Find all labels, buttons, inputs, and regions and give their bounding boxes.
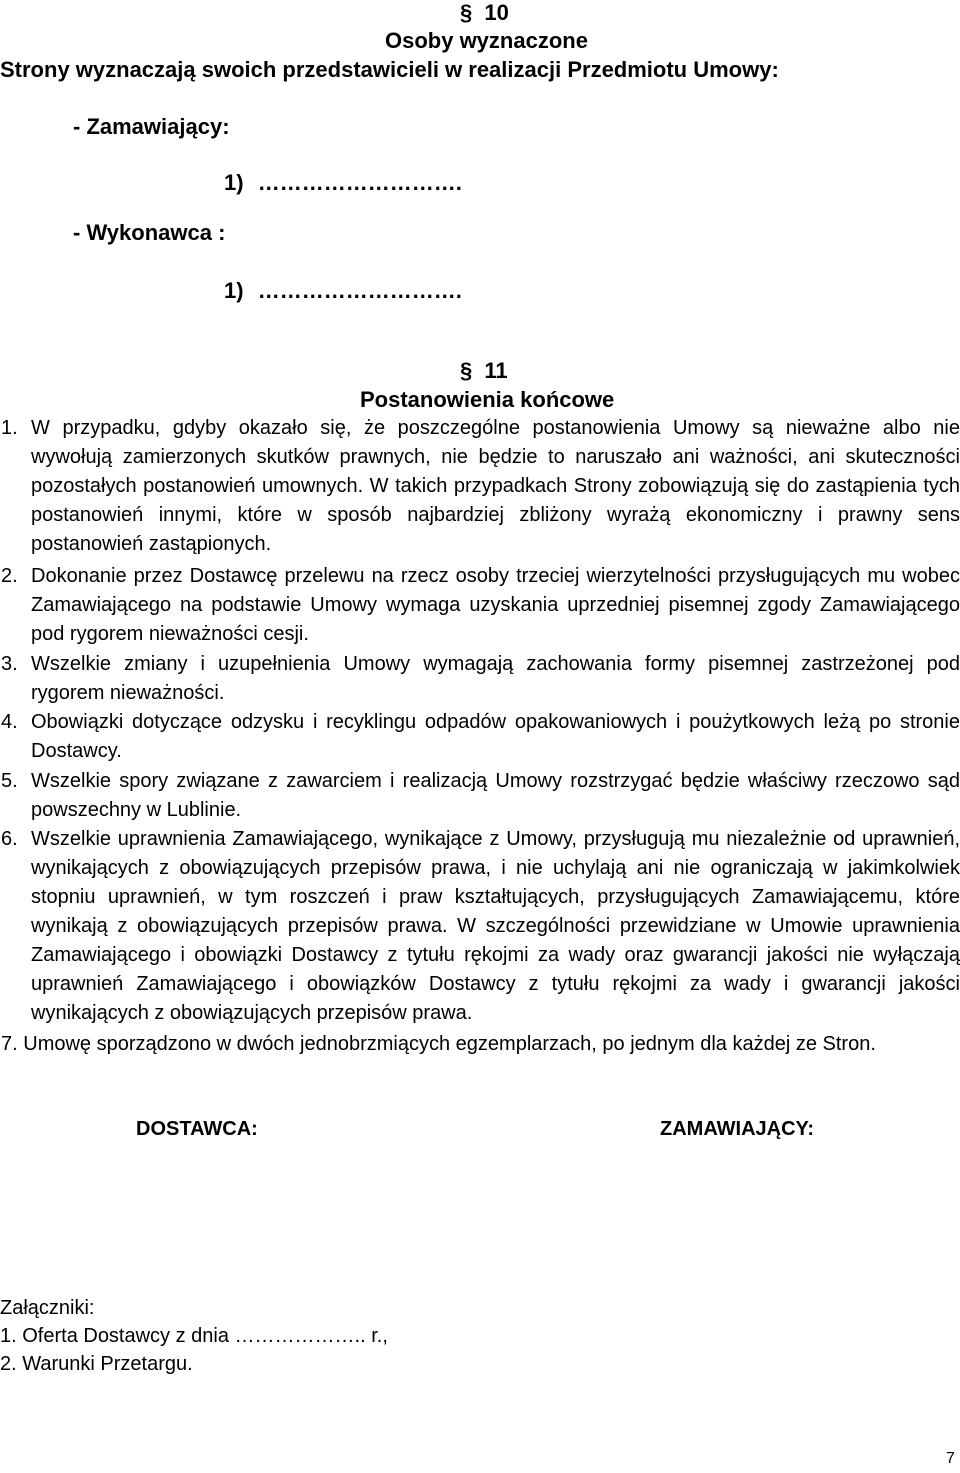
zamawiajacy-item-number: 1) — [224, 170, 244, 195]
section-10-title: Osoby wyznaczone — [385, 28, 588, 53]
signature-zamawiajacy: ZAMAWIAJĄCY: — [660, 1118, 815, 1140]
attachment-item: 1. Oferta Dostawcy z dnia ……………….. r., — [0, 1325, 388, 1347]
wykonawca-item-number: 1) — [224, 278, 244, 303]
item-number: 3. — [1, 653, 18, 675]
wykonawca-representative — [224, 278, 462, 304]
zamawiajacy-item-blank: ………………………. — [257, 170, 462, 195]
item-number: 7. — [1, 1033, 18, 1055]
page-number: 7 — [946, 1450, 955, 1467]
item-number: 1. — [1, 417, 18, 439]
wykonawca-label: - Wykonawca : — [73, 220, 226, 245]
item-text: Obowiązki dotyczące odzysku i recyklingu odpadów opakowaniowych i poużytkowych leżą po stronie Dostawcy. — [31, 711, 960, 762]
item-number: 4. — [1, 711, 18, 733]
section-11-title: Postanowienia końcowe — [360, 387, 615, 412]
wykonawca-item-blank: ………………………. — [257, 278, 462, 303]
attachment-item: 2. Warunki Przetargu. — [0, 1353, 193, 1375]
section-10-intro: Strony wyznaczają swoich przedstawicieli w realizacji Przedmiotu Umowy: — [0, 57, 779, 82]
section-10-heading — [460, 0, 509, 26]
section-number: 11 — [484, 358, 508, 383]
signature-dostawca: DOSTAWCA: — [136, 1118, 258, 1140]
item-number: 2. — [1, 565, 18, 587]
item-text: Wszelkie spory związane z zawarciem i realizacją Umowy rozstrzygać będzie właściwy rzeczowo sąd powszechny w Lublinie. — [31, 770, 960, 821]
item-text: Wszelkie uprawnienia Zamawiającego, wynikające z Umowy, przysługują mu niezależnie od uprawnień, wynikających z obowiązujących przepisów prawa, i nie uchylają ani nie ograniczają w jakimkolwiek stopniu uprawnień, w tym roszczeń i praw kształtujących, przysługujących Zamawiającemu, które wynikają z obowiązujących przepisów prawa. W szczególności przewidziane w Umowie uprawnienia Zamawiającego i obowiązki Dostawcy z tytułu rękojmi za wady oraz gwarancji jakości nie wyłączają uprawnień Zamawiającego i obowiązków Dostawcy z tytułu rękojmi za wady i gwarancji jakości wynikających z obowiązujących przepisów prawa. — [31, 828, 960, 1024]
section-sign: § — [460, 0, 473, 25]
section-sign: § — [460, 358, 473, 383]
item-text: Dokonanie przez Dostawcę przelewu na rzecz osoby trzeciej wierzytelności przysługujących mu wobec Zamawiającego na podstawie Umowy wymaga uzyskania uprzedniej pisemnej zgody Zamawiającego pod rygorem nieważności cesji. — [31, 565, 960, 645]
section-11-heading — [460, 358, 508, 384]
item-number: 6. — [1, 828, 18, 850]
attachments-label: Załączniki: — [0, 1297, 95, 1319]
item-text: Umowę sporządzono w dwóch jednobrzmiących egzemplarzach, po jednym dla każdej ze Stron. — [23, 1033, 876, 1055]
zamawiajacy-label: - Zamawiający: — [73, 114, 230, 139]
section-number: 10 — [484, 0, 509, 25]
item-7 — [1, 1030, 876, 1059]
item-number: 5. — [1, 770, 18, 792]
zamawiajacy-representative — [224, 170, 462, 196]
item-text: Wszelkie zmiany i uzupełnienia Umowy wymagają zachowania formy pisemnej zastrzeżonej pod rygorem nieważności. — [31, 653, 960, 704]
item-text: W przypadku, gdyby okazało się, że poszczególne postanowienia Umowy są nieważne albo nie wywołują zamierzonych skutków prawnych, nie będzie to naruszało ani ważności, ani skuteczności pozostałych postanowień umownych. W takich przypadkach Strony zobowiązują się do zastąpienia tych postanowień innymi, które w sposób najbardziej zbliżony wyrażą ekonomiczny i prawny sens postanowień zastąpionych. — [31, 417, 960, 555]
